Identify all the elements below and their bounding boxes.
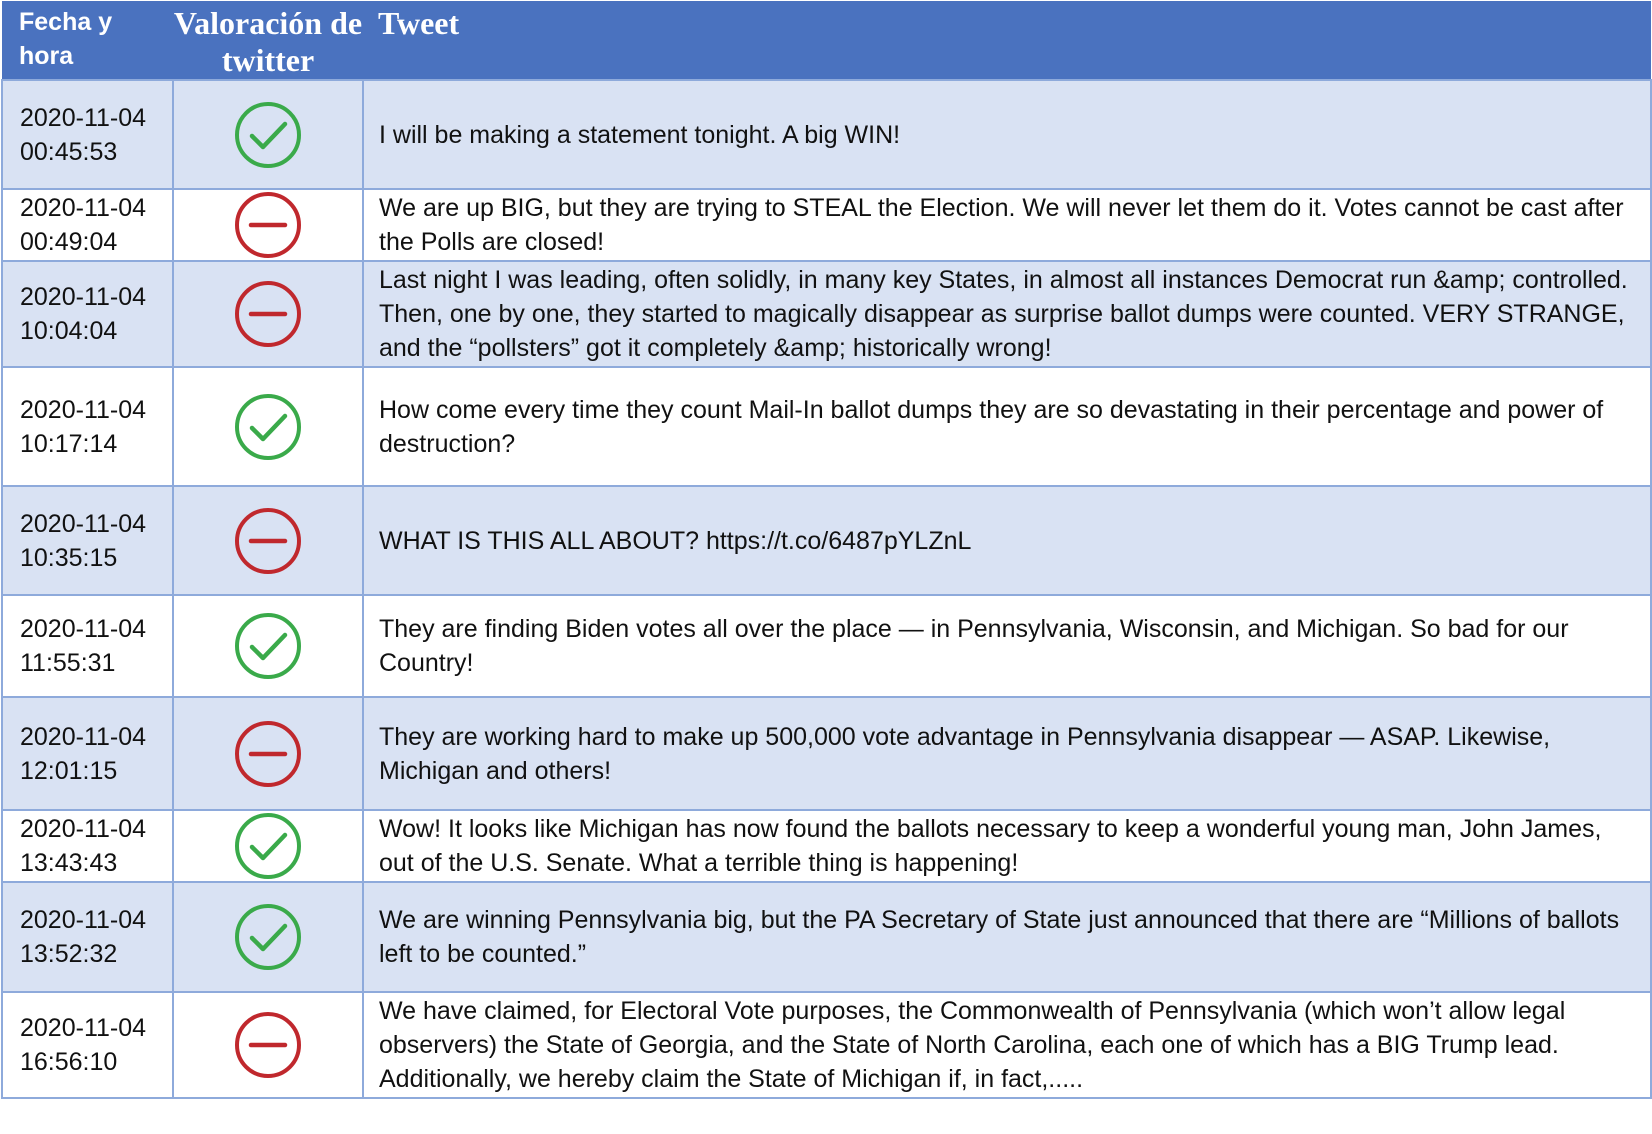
date-value: 2020-11-04 (20, 194, 147, 222)
date-cell (2, 810, 173, 882)
rating-cell (173, 261, 363, 367)
time-value: 10:04:04 (20, 317, 118, 345)
date-value: 2020-11-04 (20, 615, 147, 643)
tweet-text: I will be making a statement tonight. A big WIN! (363, 80, 1651, 189)
tweet-text: They are working hard to make up 500,000 vote advantage in Pennsylvania disappear — ASAP. Likewise, Michigan and others! (363, 697, 1651, 810)
date-value: 2020-11-04 (20, 395, 147, 424)
time-value: 13:43:43 (20, 849, 118, 877)
minus-circle-icon (233, 719, 303, 789)
table-row (2, 486, 1651, 595)
date-cell (2, 367, 173, 486)
tweet-text: WHAT IS THIS ALL ABOUT? https://t.co/6487pYLZnL (363, 486, 1651, 595)
date-cell (2, 261, 173, 367)
rating-cell (173, 367, 363, 486)
minus-circle-icon (233, 190, 303, 260)
tweet-text: We are up BIG, but they are trying to STEAL the Election. We will never let them do it. Votes cannot be cast after the Polls are closed! (363, 189, 1651, 261)
date-value: 2020-11-04 (20, 509, 147, 538)
date-value: 2020-11-04 (20, 103, 147, 132)
table-row (2, 810, 1651, 882)
rating-cell (173, 486, 363, 595)
rating-cell (173, 189, 363, 261)
date-value: 2020-11-04 (20, 283, 147, 311)
header-tweet: Tweet (378, 5, 460, 41)
check-circle-icon (233, 392, 303, 462)
table-row (2, 882, 1651, 992)
tweet-rating-table (1, 1, 1652, 1099)
check-circle-icon (233, 611, 303, 681)
rating-cell (173, 80, 363, 189)
tweet-text: Wow! It looks like Michigan has now found the ballots necessary to keep a wonderful young man, John James, out of the U.S. Senate. What a terrible thing is happening! (363, 810, 1651, 882)
header-date: Fecha y hora (19, 8, 113, 70)
date-value: 2020-11-04 (20, 1014, 147, 1042)
date-cell (2, 189, 173, 261)
tweet-text: How come every time they count Mail-In ballot dumps they are so devastating in their percentage and power of destruction? (363, 367, 1651, 486)
tweet-text: We are winning Pennsylvania big, but the PA Secretary of State just announced that there are “Millions of ballots left to be counted.” (363, 882, 1651, 992)
minus-circle-icon (233, 506, 303, 576)
tweet-text: We have claimed, for Electoral Vote purposes, the Commonwealth of Pennsylvania (which won’t allow legal observers) the State of Georgia, and the State of North Carolina, each one of which has a BIG Trump lead. Additionally, we hereby claim the State of Michigan if, in fact,..... (363, 992, 1651, 1098)
date-cell (2, 486, 173, 595)
date-cell (2, 882, 173, 992)
check-circle-icon (233, 811, 303, 881)
header-rating: Valoración de twitter (173, 5, 363, 78)
table-row (2, 367, 1651, 486)
time-value: 00:49:04 (20, 228, 118, 256)
minus-circle-icon (233, 1010, 303, 1080)
time-value: 10:35:15 (20, 543, 118, 572)
date-value: 2020-11-04 (20, 815, 147, 843)
rating-cell (173, 697, 363, 810)
table-row (2, 261, 1651, 367)
tweet-text: Last night I was leading, often solidly, in many key States, in almost all instances Democrat run &amp; controlled. Then, one by one, they started to magically disappear as surprise ballot dumps were counted. VERY STRANGE, and the “pollsters” got it completely &amp; historically wrong! (363, 261, 1651, 367)
tweet-text: They are finding Biden votes all over the place — in Pennsylvania, Wisconsin, and Michigan. So bad for our Country! (363, 595, 1651, 697)
table-row (2, 697, 1651, 810)
date-cell (2, 595, 173, 697)
rating-cell (173, 810, 363, 882)
rating-cell (173, 882, 363, 992)
table-row (2, 80, 1651, 189)
rating-cell (173, 992, 363, 1098)
date-cell (2, 992, 173, 1098)
check-circle-icon (233, 902, 303, 972)
header-row (2, 1, 1651, 80)
time-value: 12:01:15 (20, 756, 118, 785)
minus-circle-icon (233, 279, 303, 349)
date-cell (2, 80, 173, 189)
time-value: 16:56:10 (20, 1048, 118, 1076)
table-body (2, 80, 1651, 1098)
date-cell (2, 697, 173, 810)
time-value: 10:17:14 (20, 429, 118, 458)
time-value: 00:45:53 (20, 137, 118, 166)
check-circle-icon (233, 100, 303, 170)
table-header (2, 1, 1651, 80)
rating-cell (173, 595, 363, 697)
table-row (2, 992, 1651, 1098)
date-value: 2020-11-04 (20, 906, 147, 934)
time-value: 13:52:32 (20, 940, 118, 968)
table-row (2, 595, 1651, 697)
time-value: 11:55:31 (20, 649, 116, 677)
date-value: 2020-11-04 (20, 722, 147, 751)
table-row (2, 189, 1651, 261)
